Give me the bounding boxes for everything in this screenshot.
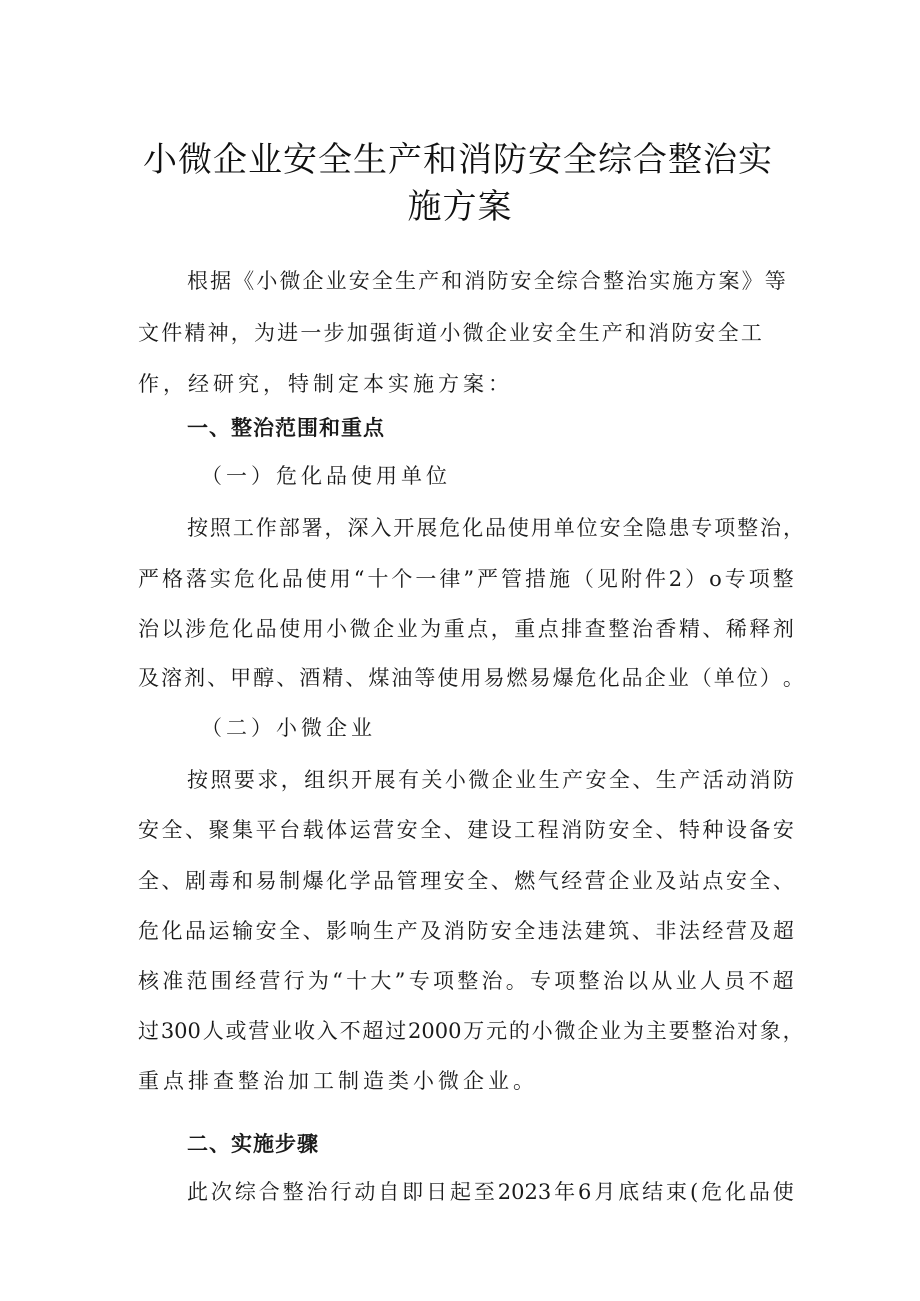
document-title-line-2: 施方案: [407, 187, 513, 227]
section-2-heading: 二、实施步骤: [187, 1132, 319, 1156]
sub2-line-5: 核 准 范 围 经 营 行 为 “ 十 大 ” 专 项 整 治 。 专 项 整 治 以 从 业 人 员 不 超: [138, 969, 794, 993]
sub2-line-3: 全 、 剧 毒 和 易 制 爆 化 学 品 管 理 安 全 、 燃 气 经 营 企 业 及 站 点 安 全 、: [138, 869, 794, 893]
intro-line-1: 根 据 《 小 微 企 业 安 全 生 产 和 消 防 安 全 综 合 整 治 实 施 方 案 》 等: [187, 269, 786, 293]
sub1-line-1: 按 照 工 作 部 署 ， 深 入 开 展 危 化 品 使 用 单 位 安 全 隐 患 专 项 整 治 ，: [187, 516, 804, 540]
sub2-line-2: 安 全 、 聚 集 平 台 载 体 运 营 安 全 、 建 设 工 程 消 防 安 全 、 特 种 设 备 安: [138, 818, 794, 842]
sub1-line-2: 严 格 落 实 危 化 品 使 用 “ 十 个 一 律 ” 严 管 措 施 （ 见 附 件 2 ） o 专 项 整: [138, 567, 794, 591]
sub1-line-3: 治 以 涉 危 化 品 使 用 小 微 企 业 为 重 点 ， 重 点 排 查 整 治 香 精 、 稀 释 剂: [138, 617, 794, 641]
section-2-line-1: 此 次 综 合 整 治 行 动 自 即 日 起 至 2023 年 6 月 底 结 束 ( 危 化 品 使: [187, 1180, 794, 1204]
sub2-line-7: 重点排查整治加工制造类小微企业。: [138, 1069, 538, 1093]
intro-line-2: 文 件 精 神 ， 为 进 一 步 加 强 街 道 小 微 企 业 安 全 生 产 和 消 防 安 全 工: [138, 321, 762, 345]
sub2-line-6: 过 300 人 或 营 业 收 入 不 超 过 2000 万 元 的 小 微 企 业 为 主 要 整 治 对 象 ，: [138, 1019, 804, 1043]
intro-line-3: 作，经研究，特制定本实施方案：: [138, 372, 513, 396]
sub2-line-4: 危 化 品 运 输 安 全 、 影 响 生 产 及 消 防 安 全 违 法 建 筑 、 非 法 经 营 及 超: [138, 919, 794, 943]
subsection-2-heading: （二）小微企业: [201, 716, 376, 740]
subsection-1-heading: （一）危化品使用单位: [201, 464, 451, 488]
section-1-heading: 一、整治范围和重点: [187, 416, 385, 440]
sub1-line-4: 及 溶 剂 、 甲 醇 、 酒 精 、 煤 油 等 使 用 易 燃 易 爆 危 化 品 企 业 （ 单 位 ） 。: [138, 666, 804, 690]
sub2-line-1: 按 照 要 求 ， 组 织 开 展 有 关 小 微 企 业 生 产 安 全 、 生 产 活 动 消 防: [187, 768, 794, 792]
document-title-line-1: 小微企业安全生产和消防安全综合整治实: [143, 140, 773, 180]
